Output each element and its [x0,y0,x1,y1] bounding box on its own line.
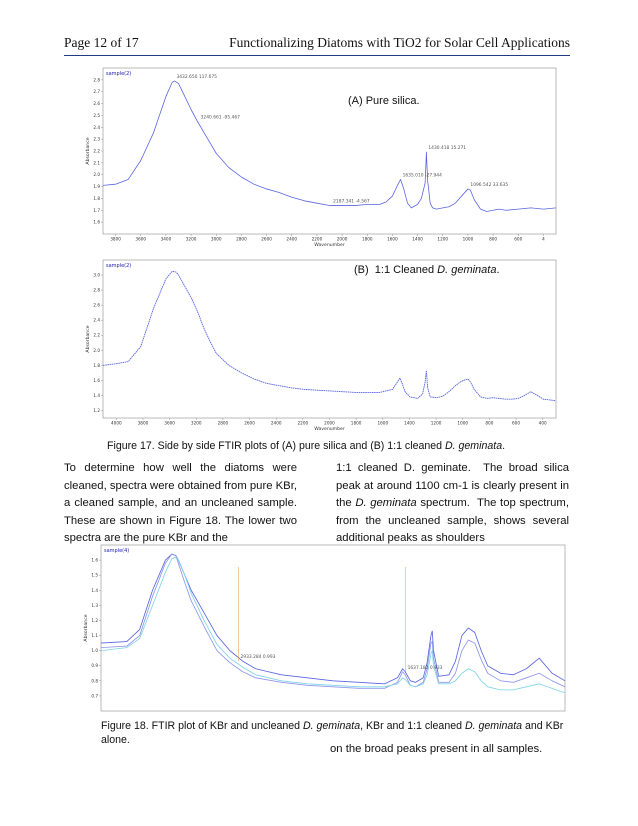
spectrum-line [101,557,565,693]
x-tick-label: 4000 [110,420,122,426]
spectrum-line [103,271,556,400]
x-tick-label: 1800 [361,236,373,242]
y-tick-label: 1.2 [91,617,98,623]
y-tick-label: 2.8 [93,77,100,83]
x-tick-label: 1400 [404,420,415,426]
peak-annotation: 1635.010 -27.944 [402,173,442,179]
body-right-column [336,460,569,548]
x-tick-label: 1400 [412,236,423,242]
y-axis-label: Absorbance [86,325,91,353]
peak-annotation: 1637.182 0.933 [407,665,443,671]
peak-annotation: 2933.284 0.993 [240,655,276,661]
y-tick-label: 1.4 [93,392,100,398]
peak-annotation: 2187.341 -4.567 [333,199,370,205]
ftir-plot-b [77,256,561,439]
plot-frame [103,68,556,234]
header-rule [64,55,570,56]
y-tick-label: 2.1 [93,160,100,166]
spectrum-line [101,554,565,688]
y-tick-label: 2.8 [93,287,100,293]
x-axis-label: Wavenumber [314,243,345,248]
x-tick-label: 2200 [311,236,323,242]
y-tick-label: 1.3 [91,602,98,608]
y-tick-label: 2.0 [93,172,100,178]
y-tick-label: 2.3 [93,136,100,142]
peak-annotation: 1096.542 33.635 [470,182,509,188]
x-tick-label: 3000 [210,236,222,242]
y-tick-label: 1.6 [93,377,100,383]
y-tick-label: 1.9 [93,184,100,190]
x-tick-label: 2800 [217,420,229,426]
x-tick-label: 800 [485,420,494,426]
x-tick-label: 1600 [377,420,389,426]
y-tick-label: 0.8 [91,678,98,684]
y-tick-label: 0.7 [91,693,98,699]
spectrum-line [103,81,556,211]
peak-annotation: 1430.418 15.271 [428,146,467,152]
y-tick-label: 0.9 [91,663,98,669]
y-tick-label: 2.4 [93,124,100,130]
page-number: Page 12 of 17 [64,35,139,50]
x-tick-label: 2400 [270,420,282,426]
x-tick-label: 3200 [185,236,197,242]
figure17-caption: Figure 17. Side by side FTIR plots of (A) pure silica and (B) 1:1 cleaned D. geminata. [107,440,506,452]
x-tick-label: 3200 [190,420,202,426]
y-axis-label: Absorbance [86,137,91,165]
y-tick-label: 3.0 [93,272,100,278]
sample-label: sample(4) [104,548,130,554]
y-tick-label: 1.4 [91,587,98,593]
peak-annotation: 3432.650 117.675 [176,75,217,81]
x-tick-label: 1600 [387,236,398,242]
body-left-text: To determine how well the diatoms were cleaned, spectra were obtained from pure KBr, a cleaned sample, and an uncleaned sample. These are shown in Figure 18. The lower two spectra are the pure KBr and the [64,462,297,545]
running-title: Functionalizing Diatoms with TiO2 for Solar Cell Applications [229,35,570,50]
plot-frame [101,545,565,711]
x-tick-label: 4 [542,236,545,242]
ftir-plot-b-svg [77,256,561,439]
x-tick-label: 2800 [236,236,247,242]
y-tick-label: 1.0 [91,648,98,654]
y-tick-label: 1.7 [93,207,100,213]
x-tick-label: 2200 [297,420,309,426]
x-tick-label: 2400 [286,236,298,242]
y-tick-label: 1.8 [93,362,100,368]
figure18-caption: Figure 18. FTIR plot of KBr and uncleaned D. geminata, KBr and 1:1 cleaned D. geminata and KBr alone. [101,720,564,746]
ftir-plot-c-svg [67,541,570,718]
x-tick-label: 1800 [350,420,362,426]
y-tick-label: 1.2 [93,407,100,413]
ftir-plot-c [67,541,570,718]
x-tick-label: 2600 [244,420,255,426]
x-tick-label: 2000 [336,236,348,242]
y-tick-label: 1.1 [91,633,98,639]
y-tick-label: 2.0 [93,347,100,353]
x-tick-label: 3800 [137,420,149,426]
y-tick-label: 1.5 [91,572,98,578]
y-tick-label: 2.6 [93,302,100,308]
x-tick-label: 3600 [164,420,175,426]
x-tick-label: 1000 [457,420,469,426]
y-axis-label: Absorbance [84,614,89,642]
x-tick-label: 3600 [135,236,147,242]
y-tick-label: 1.6 [93,219,100,225]
y-tick-label: 2.2 [93,148,100,154]
y-tick-label: 1.8 [93,195,100,201]
spectrum-line [101,554,565,684]
body-right-text: 1:1 cleaned D. geminate. The broad silica peak at around 1100 cm-1 is clearly present in the D. geminata spectrum. The top spectrum, from the uncleaned sample, shows several additional peaks as shoulders [336,462,569,545]
peak-annotation: 3240.661 -95.467 [200,115,240,121]
x-tick-label: 600 [512,420,521,426]
y-tick-label: 2.5 [93,112,100,118]
body-left-column [64,460,297,548]
x-tick-label: 3400 [160,236,172,242]
y-tick-label: 2.4 [93,317,100,323]
x-tick-label: 2000 [324,420,335,426]
plot-frame [103,260,556,418]
x-tick-label: 1000 [462,236,474,242]
y-tick-label: 2.7 [93,89,100,95]
x-tick-label: 1200 [430,420,442,426]
y-tick-label: 2.6 [93,101,100,107]
y-tick-label: 2.2 [93,332,100,338]
x-tick-label: 1200 [437,236,449,242]
x-tick-label: 3800 [110,236,121,242]
x-tick-label: 600 [514,236,523,242]
y-tick-label: 1.6 [91,557,98,563]
x-tick-label: 400 [538,420,547,426]
sample-label: sample(2) [106,263,132,269]
body-tail-text: on the broad peaks present in all samples. [330,743,543,755]
x-tick-label: 2600 [261,236,272,242]
ftir-plot-a-svg [77,64,561,252]
ftir-plot-a [77,64,561,252]
panel-b-label: (B) 1:1 Cleaned D. geminata. [354,264,500,276]
panel-a-label: (A) Pure silica. [348,95,420,107]
x-tick-label: 800 [489,236,498,242]
page-header [64,35,570,55]
x-axis-label: Wavenumber [314,427,345,432]
sample-label: sample(2) [106,71,132,77]
